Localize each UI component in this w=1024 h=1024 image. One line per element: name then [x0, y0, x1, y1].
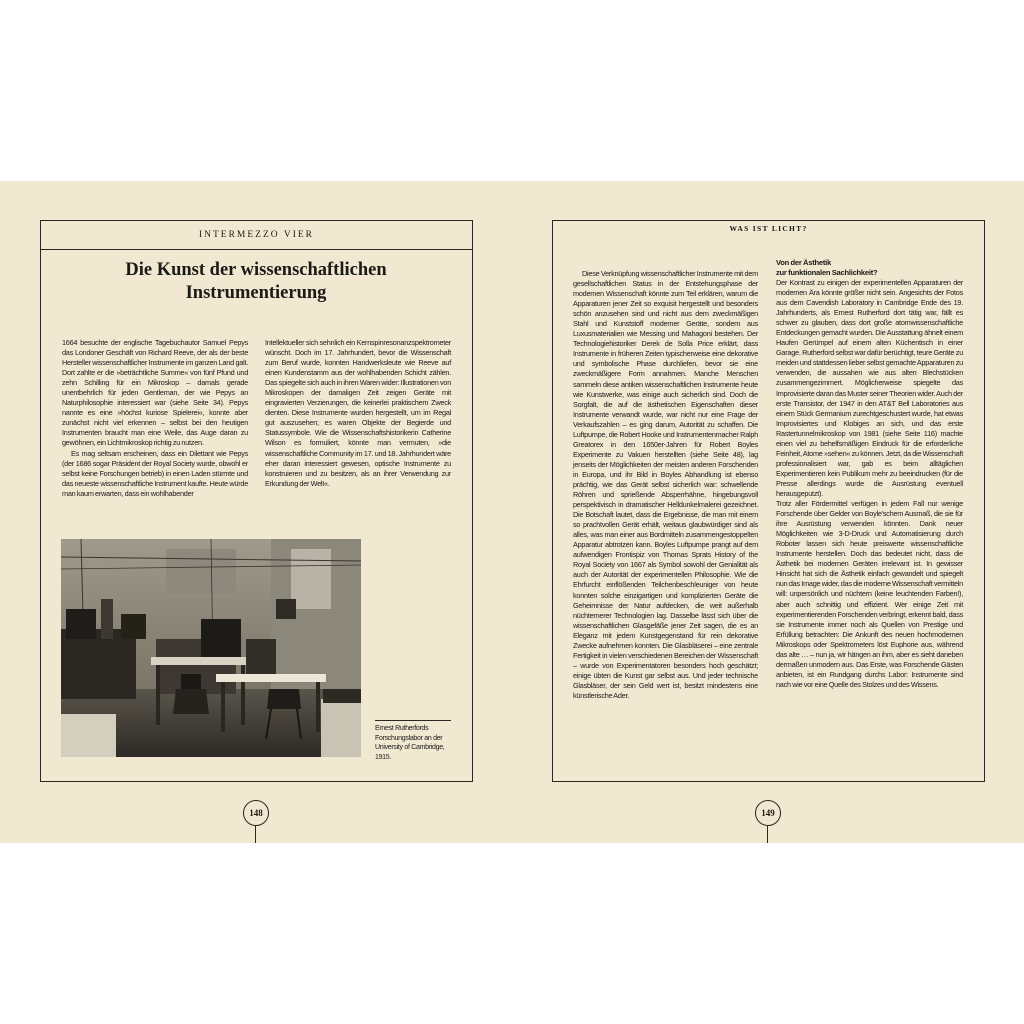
paragraph: Intellektueller sich sehnlich ein Kernspinresonanzspektrometer wünscht. Doch im 17. Jahrhundert, bevor die Wissenschaft zum Beruf wurde, konnten Handwerksleute wie Reeve auf einen Kundenstamm aus der wohlhabenden Schicht zählen. Das spiegelte sich auch in ihren Waren wider: Illustrationen von Mikroskopen der damaligen Zeit zeigen Geräte mit eingravierten Verzierungen, die keinerlei praktischem Zweck dienten. Diese Instrumente wurden hergestellt, um im Regal gut auszusehen; es waren Objekte der Begierde und Statussymbole. Wie die Wissenschaftshistorikerin Catherine Wilson es formuliert, könnte man vermuten, »die wissenschaftliche Community im 17. und 18. Jahrhundert wäre eher daran interessiert gewesen, optische Instrumente zu konstruieren und zu besitzen, als an ihrer Verwendung zur Erkundung der Welt«.: [265, 338, 451, 488]
title-line-2: Instrumentierung: [185, 283, 327, 303]
page-number-stem: [255, 825, 256, 843]
photo-caption: Ernest Rutherfords Forschungslabor an der University of Cambridge, 1915.: [375, 725, 445, 761]
paragraph: Es mag seltsam erscheinen, dass ein Dilettant wie Pepys (der 1686 sogar Präsident der Royal Society wurde, obwohl er selbst keine Forschungen betrieb) in einen Laden stürmte und das neueste wissenschaftliche Instrument kaufte. Heute würde man kaum erwarten, dass ein wohlhabender: [62, 448, 248, 498]
caption-rule: [375, 720, 451, 721]
page-number-left: 148: [243, 800, 269, 826]
title-line-1: Die Kunst der wissenschaftlichen: [125, 260, 387, 280]
left-page-frame: [40, 220, 473, 782]
lab-photo-illustration: [61, 539, 361, 757]
page-number-right: 149: [755, 800, 781, 826]
left-column-1: [62, 338, 248, 499]
laboratory-photo: [61, 539, 361, 757]
subheading-line-2: zur funktionalen Sachlichkeit?: [776, 268, 878, 277]
left-column-2: [265, 338, 451, 489]
article-title: [61, 259, 451, 305]
paragraph: 1664 besuchte der englische Tagebuchautor Samuel Pepys das Londoner Geschäft von Richard Reeve, der als der beste Hersteller wissenschaftlicher Instrumente im ganzen Land galt. Dort zahlte er die »beträchtliche Summe« von fünf Pfund und zehn Schilling für ein Mikroskop – damals gerade unentbehrlich für jeden Gentleman, der wie Pepys an Naturphilosophie interessiert war (siehe Seite 34). Pepys nannte es eine »höchst kuriose Spielerei«, konnte aber zunächst nicht viel erkennen – selbst bei den heutigen Instrumenten braucht man eine Weile, das Auge daran zu gewöhnen, ein Lichtmikroskop richtig zu nutzen.: [62, 338, 248, 448]
right-page-frame: [552, 220, 985, 782]
running-header-right: WAS IST LICHT?: [729, 224, 808, 233]
paragraph: Trotz aller Fördermittel verfügen in jedem Fall nur wenige Forschende über Gelder von Boyle'schem Ausmaß, die sie für ihre Ausrüstung verwenden könnten. Dank neuer Möglichkeiten wie 3-D-Druck und Automatisierung durch Roboter lassen sich heute preiswerte wissenschaftliche Instrumente herstellen. Doch das bedeutet nicht, dass die Ästhetik bei modernen Geräten irrelevant ist. In gewisser Hinsicht hat sich die Ästhetik einfach gewandelt und spiegelt nun das Image wider, das die moderne Wissenschaft vermitteln will: unpersönlich und nüchtern (keine leuchtenden Farben!), aber auch schnittig und effizient. Wer einige Zeit mit experimentierenden Forschenden verbringt, erkennt bald, dass sie Instrumente immer noch als Quellen von Prestige und Erfüllung betrachten: Die Ankunft des neuen hochmodernen Mikroskops oder Spektrometers löst Euphorie aus, während das alte … – nun ja, wir hängen an ihm, aber es sieht daneben dermaßen unmodern aus. Das Erste, was Forschende Gästen anbieten, ist ein Rundgang durchs Labor: Instrumente sind nach wie vor eine Quelle des Stolzes und des Wissens.: [776, 499, 963, 689]
paragraph: Der Kontrast zu einigen der experimentellen Apparaturen der modernen Ära könnte größer nicht sein. Angesichts der Fotos aus dem Cavendish Laboratory in Cambridge Ende des 19. Jahrhunderts, als Ernest Rutherford dort tätig war, fällt es schwer zu glauben, dass dort große atomwissenschaftliche Entdeckungen gemacht wurden. Die Ausstattung ähnelt einem Haufen Gerümpel auf einem alten Küchentisch in einer Garage. Rutherford selbst war dafür berüchtigt, teure Geräte zu meiden und stattdessen lieber selbst gemachte Apparaturen zu verwenden, die aussahen wie aus alten Blechstücken zusammengezimmert. Möglicherweise spiegelte das Improvisierte daran das Muster seiner Theorien wider. Auch der erste Transistor, der 1947 in den AT&T Bell Laboratories aus einem Stück Germanium zurechtgeschustert wurde, hat etwas Improvisiertes und Klobiges an sich, und das erste Rastertunnelmikroskop von 1981 (siehe Seite 116) machte einen viel zu behelfsmäßigen Eindruck für die erforderliche Feinheit, Atome »sehen« zu können. Jetzt, da die Wissenschaft professionalisiert war, gab es beim alltäglichen Experimentieren kein Publikum mehr zu beeindrucken (für die Presse allerdings wurde die Ausrüstung eventuell herausgeputzt).: [776, 278, 963, 498]
page-number-stem: [767, 825, 768, 843]
section-subheading: [776, 258, 963, 278]
book-spread: [0, 181, 1024, 843]
right-column-1: [573, 269, 758, 701]
running-header-left: INTERMEZZO VIER: [41, 221, 472, 250]
right-column-2: [776, 258, 963, 690]
paragraph: Diese Verknüpfung wissenschaftlicher Instrumente mit dem gesellschaftlichen Status in der Entstehungsphase der modernen Wissenschaft könnte zum Teil erklären, warum die Apparaturen jener Zeit so exquisit hergestellt und besonders schön anzusehen sind und nicht aus dem zweckmäßigen Stahl und Kunststoff moderner Geräte, sondern aus Luxusmaterialien wie Messing und Mahagoni bestehen. Der Technologiehistoriker Derek de Solla Price erklärt, dass Instrumente in früheren Zeiten typischerweise eine dekorative und symbolische Phase durchliefen, bevor sie eine zweckmäßigere Form annahmen. Manche Menschen sammeln diese antiken wissenschaftlichen Instrumente heute wie Kunstwerke, was einige auch sicherlich sind. Doch die Sorgfalt, die auf die ästhetischen Eigenschaften dieser Instrumente verwandt wurde, war nicht nur eine Frage der Verkaufszahlen – es ging darum, Autorität zu schaffen. Die Luftpumpe, die Robert Hooke und Instrumentenmacher Ralph Greatorex in den 1650er-Jahren für Robert Boyles Experimente zu Vakuen herstellten (siehe Seite 48), lag jenseits der Möglichkeiten der meisten anderen Forschenden in Europa, und ihr Bild in Boyles Abhandlung ist ebenso prächtig, wie das Gerät selbst sicherlich war: schwellende Röhren und sprießende Absperrhähne, hingebungsvoll perspektivisch in dramatischer Helldunkelmalerei gezeichnet. Die Botschaft lautet, dass die Ergebnisse, die man mit einem so prachtvollen Gerät erhält, weitaus glaubwürdiger sind als alles, was man einer aus Bordmitteln zusammengestoppelten Apparatur abtrotzen kann. Boyles Luftpumpe prangt auf dem aufwendigen Frontispiz von Thomas Sprats History of the Royal Society von 1667 als Symbol sowohl der Genialität als auch der Autorität der experimentellen Philosophie. Wie die Ehrfurcht einflößenden Teilchenbeschleuniger von heute konnten solche einzigartigen und komplizierten Geräte die Geheimnisse der Natur aufdecken, die weit außerhalb nüchternerer Technologien lag. Dasselbe lässt sich über die wissenschaftlichen Glasgefäße jener Zeit sagen, die es an Eleganz mit jedem Kunstgegenstand für rein dekorative Zwecke aufnehmen konnten. Die Glasbläserei – eine zentrale Fertigkeit in vielen verschiedenen Bereichen der Wissenschaft – wurde von Experimentatoren besonders hoch geschätzt; einige übten die Kunst gar selbst aus. Und jeder technische Glasbläser, der sein Geld wert ist, besitzt mindestens eine künstlerische Ader.: [573, 269, 758, 700]
subheading-line-1: Von der Ästhetik: [776, 258, 831, 267]
